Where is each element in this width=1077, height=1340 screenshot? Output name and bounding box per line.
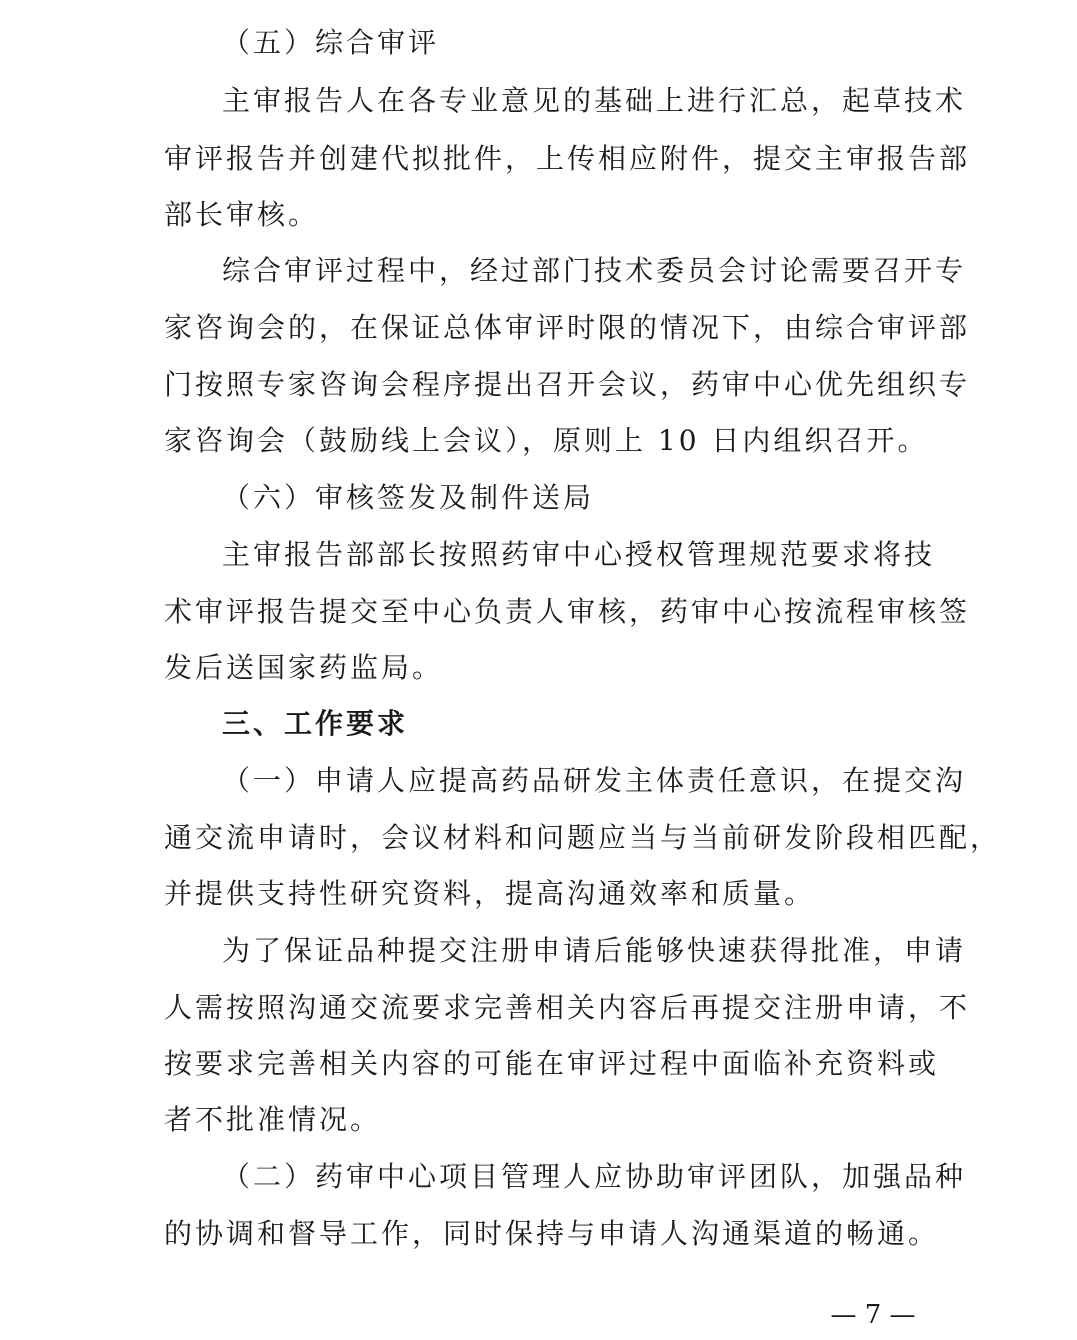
section-heading-work-requirements: 三、工作要求	[222, 707, 409, 740]
paragraph-line: （二）药审中心项目管理人应协助审评团队，加强品种	[222, 1160, 967, 1193]
section-heading-comprehensive-review: （五）综合审评	[222, 26, 440, 59]
paragraph-line: 家咨询会的，在保证总体审评时限的情况下，由综合审评部	[164, 311, 971, 344]
paragraph-line: 审评报告并创建代拟批件，上传相应附件，提交主审报告部	[164, 142, 971, 175]
page-number: — 7 —	[830, 1300, 916, 1330]
paragraph-line: 按要求完善相关内容的可能在审评过程中面临补充资料或	[164, 1047, 940, 1080]
paragraph-line: 主审报告部部长按照药审中心授权管理规范要求将技	[222, 538, 936, 571]
paragraph-line: 综合审评过程中，经过部门技术委员会讨论需要召开专	[222, 254, 967, 287]
paragraph-line: 门按照专家咨询会程序提出召开会议，药审中心优先组织专	[164, 368, 971, 401]
paragraph-line: 并提供支持性研究资料，提高沟通效率和质量。	[164, 877, 816, 910]
paragraph-line: 人需按照沟通交流要求完善相关内容后再提交注册申请，不	[164, 991, 971, 1024]
paragraph-line: （一）申请人应提高药品研发主体责任意识，在提交沟	[222, 764, 967, 797]
paragraph-line: 者不批准情况。	[164, 1103, 382, 1136]
paragraph-line: 家咨询会（鼓励线上会议），原则上 10 日内组织召开。	[164, 424, 929, 457]
paragraph-line: 术审评报告提交至中心负责人审核，药审中心按流程审核签	[164, 595, 971, 628]
paragraph-line: 通交流申请时，会议材料和问题应当与当前研发阶段相匹配，	[164, 821, 1002, 854]
paragraph-line: 的协调和督导工作，同时保持与申请人沟通渠道的畅通。	[164, 1217, 940, 1250]
section-heading-signoff: （六）审核签发及制件送局	[222, 481, 595, 514]
paragraph-line: 发后送国家药监局。	[164, 651, 444, 684]
paragraph-line: 主审报告人在各专业意见的基础上进行汇总，起草技术	[222, 84, 967, 117]
paragraph-line: 部长审核。	[164, 198, 320, 231]
paragraph-line: 为了保证品种提交注册申请后能够快速获得批准，申请	[222, 934, 967, 967]
